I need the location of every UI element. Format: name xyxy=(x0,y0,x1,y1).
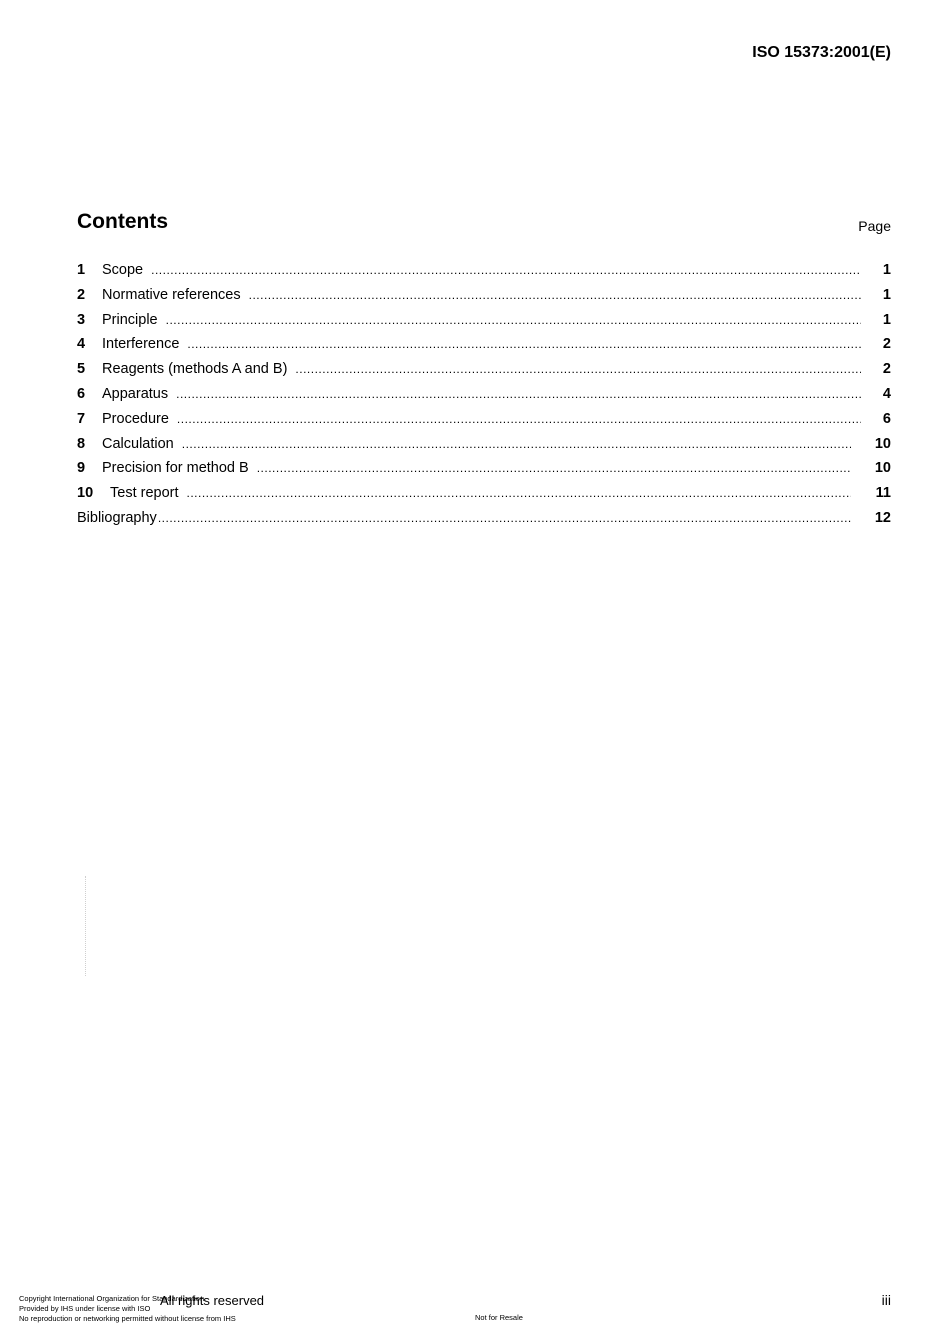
toc-entry-normative-references[interactable] xyxy=(77,287,891,312)
toc-number: 3 xyxy=(77,311,86,328)
leader-dots xyxy=(182,437,851,451)
rights-reserved-text: All rights reserved xyxy=(160,1293,265,1308)
toc-title: Test report xyxy=(110,485,179,502)
toc-number: 8 xyxy=(77,435,86,452)
toc-page-number: 6 xyxy=(882,410,891,427)
leader-dots xyxy=(158,511,851,525)
toc-number: 9 xyxy=(77,460,86,477)
toc-title: Bibliography xyxy=(77,509,157,526)
toc-number: 4 xyxy=(77,336,86,353)
toc-title: Reagents (methods A and B) xyxy=(102,361,288,378)
toc-page-number: 1 xyxy=(882,286,891,303)
toc-page-number: 4 xyxy=(882,385,891,402)
toc-entry-procedure[interactable] xyxy=(77,411,891,436)
toc-page-number: 12 xyxy=(874,509,891,526)
document-id: ISO 15373:2001(E) xyxy=(752,44,891,61)
toc-title: Calculation xyxy=(102,435,174,452)
toc-entry-precision[interactable] xyxy=(77,460,891,485)
toc-page-number: 1 xyxy=(882,262,891,278)
license-line: Provided by IHS under license with ISO xyxy=(19,1304,151,1313)
leader-dots xyxy=(187,486,852,500)
toc-entry-bibliography[interactable] xyxy=(77,510,891,535)
leader-dots xyxy=(166,313,861,327)
leader-dots xyxy=(249,288,861,302)
leader-dots xyxy=(295,362,861,376)
toc-page-number: 2 xyxy=(882,336,891,353)
toc-title: Apparatus xyxy=(102,385,169,402)
toc-entry-reagents[interactable] xyxy=(77,361,891,386)
toc-entry-calculation[interactable] xyxy=(77,436,891,461)
contents-title: Contents xyxy=(77,210,168,233)
toc-page-number: 11 xyxy=(875,485,891,502)
toc-title: Interference xyxy=(102,336,180,353)
page-column-label: Page xyxy=(858,218,891,234)
not-for-resale-text: Not for Resale xyxy=(475,1313,523,1322)
page-number: iii xyxy=(881,1292,891,1308)
toc-entry-test-report[interactable] xyxy=(77,485,891,510)
toc-entry-apparatus[interactable] xyxy=(77,386,891,411)
toc-page-number: 2 xyxy=(882,361,891,378)
toc-page-number: 1 xyxy=(882,311,891,328)
toc-page-number: 10 xyxy=(874,435,891,452)
toc-entry-interference[interactable] xyxy=(77,336,891,361)
toc-number: 10 xyxy=(77,485,94,502)
leader-dots xyxy=(151,263,861,277)
toc-number: 1 xyxy=(77,262,86,278)
toc-number: 5 xyxy=(77,361,86,378)
toc-number: 6 xyxy=(77,385,86,402)
reproduction-line: No reproduction or networking permitted without license from IHS xyxy=(19,1314,236,1323)
toc-title: Principle xyxy=(102,311,158,328)
leader-dots xyxy=(257,461,851,475)
leader-dots xyxy=(176,387,861,401)
toc-title: Scope xyxy=(102,262,144,278)
toc-entry-scope[interactable] xyxy=(77,262,891,287)
toc-title: Precision for method B xyxy=(102,460,249,477)
toc-page-number: 10 xyxy=(874,460,891,477)
toc-title: Procedure xyxy=(102,410,169,427)
toc-entry-principle[interactable] xyxy=(77,312,891,337)
leader-dots xyxy=(187,337,861,351)
toc-number: 7 xyxy=(77,410,86,427)
leader-dots xyxy=(177,412,861,426)
copyright-line: Copyright International Organization for Standardization xyxy=(19,1294,205,1303)
toc-title: Normative references xyxy=(102,286,241,303)
table-of-contents xyxy=(77,262,891,535)
toc-number: 2 xyxy=(77,286,86,303)
scan-artifact xyxy=(85,876,90,976)
